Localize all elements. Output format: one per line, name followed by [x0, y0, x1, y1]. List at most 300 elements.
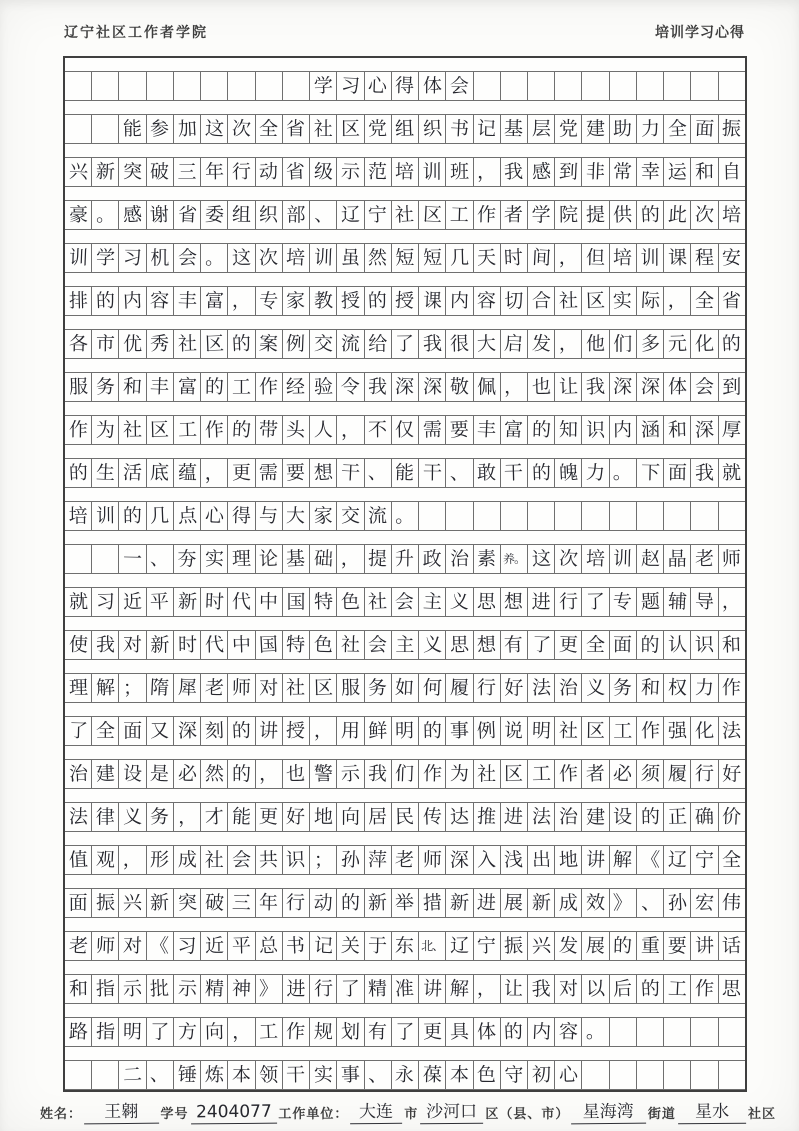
handwritten-character: 成	[558, 891, 578, 914]
handwritten-character: 习	[122, 246, 143, 269]
grid-cell	[419, 373, 446, 401]
grid-row	[65, 531, 745, 574]
grid-cell	[256, 1061, 283, 1089]
handwritten-character: 各	[68, 332, 88, 355]
handwritten-character: 近	[204, 934, 224, 957]
grid-cell	[555, 330, 582, 358]
grid-cell	[256, 244, 283, 272]
grid-cell	[119, 846, 146, 874]
grid-cell	[228, 932, 255, 960]
grid-cell	[310, 502, 337, 530]
handwritten-character: 永	[394, 1063, 415, 1086]
handwritten-character: 辽	[340, 203, 361, 226]
handwritten-character: 务	[612, 676, 633, 699]
grid-cell	[337, 201, 364, 229]
grid-cell	[201, 72, 228, 100]
grid-cell	[228, 373, 255, 401]
handwritten-character: 就	[722, 461, 742, 484]
handwritten-character: 也	[531, 375, 551, 398]
grid-cell	[555, 846, 582, 874]
grid-cell	[256, 502, 283, 530]
grid-cell	[446, 502, 473, 530]
handwritten-character: 的	[640, 805, 660, 828]
handwritten-character: 他	[585, 332, 606, 355]
handwritten-character: 容	[149, 289, 170, 312]
handwritten-character: 习	[177, 934, 197, 957]
handwritten-character: 晶	[667, 547, 687, 570]
handwritten-character: 全	[95, 719, 115, 742]
district-suffix-label: 区（县、市）	[485, 1106, 570, 1121]
handwritten-character: 给	[368, 332, 388, 355]
handwritten-character: 体	[476, 1020, 497, 1043]
grid-cell	[501, 803, 528, 831]
grid-cell	[528, 932, 555, 960]
grid-cell	[719, 244, 745, 272]
handwritten-character: 优	[123, 332, 143, 355]
grid-cell	[664, 330, 691, 358]
grid-cell	[582, 201, 609, 229]
handwritten-character: 全	[722, 848, 742, 871]
grid-cell	[501, 72, 528, 100]
grid-cell	[365, 717, 392, 745]
grid-cell	[528, 717, 555, 745]
grid-row	[65, 875, 745, 918]
grid-cell	[610, 373, 637, 401]
handwritten-character: 大	[476, 332, 497, 355]
grid-cell	[174, 631, 201, 659]
grid-cell	[119, 330, 146, 358]
grid-cell	[610, 502, 637, 530]
grid-cell	[691, 287, 718, 315]
grid-cell	[610, 416, 637, 444]
grid-cell	[501, 545, 528, 573]
handwritten-character: 到	[722, 375, 742, 398]
grid-cell	[283, 588, 310, 616]
grid-cell	[691, 1018, 718, 1046]
handwritten-character: 才	[204, 805, 225, 828]
grid-cell	[582, 1018, 609, 1046]
handwritten-character: 律	[95, 805, 115, 828]
handwritten-character: 面	[123, 719, 143, 742]
handwritten-character: 行	[476, 676, 497, 699]
grid-cell	[637, 502, 664, 530]
grid-cell	[174, 760, 201, 788]
grid-cell	[256, 545, 283, 573]
handwritten-character: 我	[367, 762, 388, 785]
handwritten-character: 内	[449, 289, 470, 312]
handwritten-character: 、	[313, 203, 333, 226]
grid-cell	[719, 717, 745, 745]
grid-cell	[610, 588, 637, 616]
handwritten-character: 和	[721, 633, 742, 656]
grid-cell	[501, 416, 528, 444]
grid-cell	[419, 803, 446, 831]
grid-cell	[528, 373, 555, 401]
community-value: 星水	[678, 1097, 746, 1125]
handwritten-character: 了	[150, 1020, 170, 1043]
handwritten-character: 能	[231, 805, 252, 828]
grid-cell	[256, 674, 283, 702]
handwritten-character: 老	[68, 934, 89, 957]
grid-cell	[283, 674, 310, 702]
grid-cell	[65, 932, 92, 960]
handwritten-character: 东	[395, 934, 415, 957]
grid-cell	[419, 416, 446, 444]
grid-cell	[174, 545, 201, 573]
handwritten-character: 范	[367, 160, 388, 183]
handwritten-character: 方	[177, 1020, 197, 1043]
handwritten-character: 党	[558, 117, 578, 140]
grid-cell	[92, 674, 119, 702]
street-value: 星海湾	[571, 1097, 646, 1125]
handwritten-character: 富	[177, 375, 197, 398]
grid-cell	[119, 631, 146, 659]
grid-cell	[610, 717, 637, 745]
grid-cell	[92, 502, 119, 530]
handwritten-character: 的	[503, 1020, 524, 1043]
handwritten-character: 魄	[558, 461, 579, 484]
handwritten-character: 培	[721, 203, 742, 226]
handwritten-character: 干	[422, 461, 442, 484]
handwritten-character: 地	[558, 848, 579, 871]
handwritten-character: 体	[422, 74, 442, 97]
handwritten-character: 令	[340, 375, 361, 398]
handwritten-character: 兴	[122, 891, 143, 914]
grid-cell	[719, 72, 745, 100]
grid-cell	[365, 158, 392, 186]
grid-cell	[501, 1061, 528, 1089]
grid-cell	[119, 588, 146, 616]
handwritten-character: 传	[422, 805, 443, 828]
grid-cell	[337, 588, 364, 616]
handwritten-character: 兴	[68, 160, 89, 183]
handwritten-character: 达	[449, 805, 470, 828]
grid-cell	[337, 975, 364, 1003]
grid-cell	[664, 588, 691, 616]
grid-cell	[365, 760, 392, 788]
handwritten-character: 》	[613, 891, 633, 914]
grid-cell	[92, 201, 119, 229]
grid-cell	[582, 932, 609, 960]
grid-cell	[337, 631, 364, 659]
grid-cell	[582, 588, 609, 616]
grid-cell	[310, 330, 337, 358]
handwritten-character: 工	[232, 375, 252, 398]
handwritten-character: 为	[95, 418, 115, 441]
handwritten-character: 面	[613, 633, 633, 656]
grid-cell	[582, 416, 609, 444]
grid-cell	[283, 932, 310, 960]
handwritten-character: 、	[640, 891, 660, 914]
grid-cell	[119, 459, 146, 487]
grid-cell	[147, 201, 174, 229]
grid-cell	[392, 115, 419, 143]
handwritten-character: 萍	[367, 848, 388, 871]
grid-cell	[528, 502, 555, 530]
grid-cell	[310, 932, 337, 960]
handwritten-character: ，	[558, 332, 579, 355]
grid-cell	[147, 674, 174, 702]
handwritten-character: 必	[612, 762, 633, 785]
grid-cell	[719, 760, 745, 788]
grid-cell	[119, 545, 146, 573]
handwritten-character: 全	[258, 117, 279, 140]
handwritten-character: 作	[558, 762, 579, 785]
composition-grid-paper	[63, 56, 747, 1092]
grid-cell	[610, 115, 637, 143]
handwritten-character: 。	[204, 246, 225, 269]
grid-cell	[610, 72, 637, 100]
grid-cell	[174, 1018, 201, 1046]
work-unit-label: 工作单位：	[278, 1106, 349, 1121]
handwritten-character: 区	[422, 203, 443, 226]
grid-cell	[147, 330, 174, 358]
handwritten-character: 深	[640, 375, 660, 398]
grid-cell	[610, 287, 637, 315]
handwritten-character: 动	[313, 891, 333, 914]
handwritten-character: 三	[231, 891, 252, 914]
handwritten-character: 向	[340, 805, 360, 828]
grid-cell	[528, 72, 555, 100]
grid-cell	[610, 545, 637, 573]
handwritten-character: 的	[231, 719, 252, 742]
grid-cell	[419, 674, 446, 702]
grid-cell	[555, 459, 582, 487]
handwritten-character: 进	[531, 590, 551, 613]
handwritten-character: 全	[694, 289, 715, 312]
grid-cell	[446, 803, 473, 831]
handwritten-character: 者	[504, 203, 524, 226]
handwritten-character: 社	[177, 332, 197, 355]
handwritten-character: 级	[313, 160, 334, 183]
grid-cell	[310, 588, 337, 616]
grid-cell	[719, 287, 745, 315]
grid-cell	[119, 115, 146, 143]
grid-row	[65, 316, 745, 359]
grid-cell	[392, 502, 419, 530]
grid-cell	[474, 588, 501, 616]
grid-cell	[147, 846, 174, 874]
grid-cell	[256, 115, 283, 143]
grid-cell	[92, 588, 119, 616]
grid-cell	[501, 1018, 528, 1046]
handwritten-character: 市	[95, 332, 115, 355]
grid-row	[65, 746, 745, 789]
handwritten-character: 部	[286, 203, 306, 226]
handwritten-character: 事	[449, 719, 470, 742]
grid-cell	[419, 588, 446, 616]
grid-cell	[664, 244, 691, 272]
grid-cell	[201, 330, 228, 358]
grid-cell	[147, 72, 174, 100]
handwritten-character: 了	[68, 719, 88, 742]
handwritten-character: 下	[640, 461, 660, 484]
handwritten-character: 为	[449, 762, 470, 785]
grid-cell	[555, 72, 582, 100]
handwritten-character: 区	[150, 418, 170, 441]
handwritten-character: 培	[68, 504, 88, 527]
grid-cell	[419, 846, 446, 874]
grid-cell	[691, 72, 718, 100]
grid-cell	[582, 373, 609, 401]
handwritten-character: 我	[503, 160, 524, 183]
grid-cell	[92, 975, 119, 1003]
handwritten-character: 师	[95, 934, 116, 957]
grid-cell	[474, 631, 501, 659]
grid-cell	[65, 760, 92, 788]
handwritten-character: 社	[477, 762, 497, 785]
handwritten-character: 后	[612, 977, 633, 1000]
handwritten-character: 行	[313, 977, 333, 1000]
handwritten-character: 教	[313, 289, 333, 312]
grid-cell	[65, 674, 92, 702]
handwritten-character: 年	[258, 891, 279, 914]
grid-cell	[719, 545, 745, 573]
handwritten-character: 的	[204, 375, 224, 398]
grid-cell	[119, 72, 146, 100]
grid-cell	[201, 932, 228, 960]
grid-cell	[310, 459, 337, 487]
handwritten-character: 识	[586, 418, 606, 441]
header-doc-type: 培训学习心得	[655, 26, 745, 41]
grid-row	[65, 144, 745, 187]
handwritten-character: 的	[639, 203, 661, 226]
handwritten-character: 组	[231, 203, 252, 226]
grid-cell	[691, 158, 718, 186]
grid-cell	[174, 416, 201, 444]
grid-cell	[637, 416, 664, 444]
handwritten-character: 会	[368, 633, 388, 656]
handwritten-character: 然	[204, 762, 224, 785]
grid-cell	[65, 975, 92, 1003]
grid-cell	[555, 416, 582, 444]
grid-cell	[365, 588, 392, 616]
grid-cell	[283, 244, 310, 272]
handwritten-character: 讲	[585, 848, 606, 871]
grid-cell	[310, 1018, 337, 1046]
grid-cell	[719, 373, 745, 401]
handwritten-character: 化	[694, 332, 715, 355]
handwritten-character: 向	[204, 1020, 225, 1043]
grid-cell	[201, 975, 228, 1003]
handwritten-character: 对	[259, 676, 279, 699]
grid-cell	[365, 975, 392, 1003]
handwritten-character: 实	[612, 289, 633, 312]
grid-cell	[283, 373, 310, 401]
grid-cell	[310, 115, 337, 143]
handwritten-character: 导	[694, 590, 715, 613]
grid-cell	[201, 545, 228, 573]
handwritten-character: 时	[204, 590, 225, 613]
grid-cell	[174, 459, 201, 487]
handwritten-character: 权	[667, 676, 688, 699]
handwritten-character: 初	[531, 1063, 551, 1086]
handwritten-character: 深	[449, 848, 469, 871]
grid-cell	[310, 889, 337, 917]
grid-cell	[664, 502, 691, 530]
grid-cell	[528, 760, 555, 788]
grid-cell	[610, 674, 637, 702]
grid-cell	[283, 631, 310, 659]
grid-cell	[365, 803, 392, 831]
grid-cell	[419, 975, 446, 1003]
handwritten-character: 班	[449, 160, 470, 183]
grid-cell	[719, 459, 745, 487]
handwritten-character: ，	[476, 160, 497, 183]
handwritten-character: 的	[639, 977, 661, 1000]
handwritten-character: 课	[667, 246, 687, 269]
handwritten-character: 解	[95, 676, 116, 699]
handwritten-character: 伟	[721, 891, 742, 914]
grid-cell	[691, 760, 718, 788]
grid-cell	[501, 287, 528, 315]
grid-cell	[256, 459, 283, 487]
grid-cell	[637, 889, 664, 917]
grid-cell	[201, 674, 228, 702]
handwritten-character: 服	[68, 375, 89, 398]
handwritten-character: 赵	[640, 547, 660, 570]
handwritten-character: 价	[721, 805, 742, 828]
handwritten-character: 化	[694, 719, 715, 742]
grid-cell	[474, 1061, 501, 1089]
handwritten-character: 本	[231, 1063, 252, 1086]
handwritten-character: 培	[285, 246, 307, 269]
grid-cell	[147, 373, 174, 401]
handwritten-character: 面	[68, 891, 88, 914]
grid-cell	[337, 889, 364, 917]
grid-cell	[92, 373, 119, 401]
grid-cell	[174, 717, 201, 745]
grid-cell	[474, 459, 501, 487]
handwritten-character: 会	[394, 590, 415, 613]
grid-cell	[337, 287, 364, 315]
grid-cell	[474, 1018, 501, 1046]
grid-cell	[582, 158, 609, 186]
handwritten-character: 准	[394, 977, 415, 1000]
grid-cell	[610, 330, 637, 358]
grid-cell	[228, 674, 255, 702]
handwritten-character: 想	[504, 590, 524, 613]
handwritten-character: 精	[204, 977, 225, 1000]
grid-cell	[147, 459, 174, 487]
grid-cell	[228, 330, 255, 358]
handwritten-character: 动	[258, 160, 279, 183]
handwritten-character: 区	[585, 289, 606, 312]
handwritten-character: 服	[340, 676, 361, 699]
handwritten-character: 进	[503, 805, 524, 828]
handwritten-character: 蕴	[177, 461, 197, 484]
grid-cell	[419, 760, 446, 788]
handwritten-character: 思	[449, 633, 470, 656]
handwritten-character: 划	[340, 1020, 361, 1043]
grid-cell	[337, 373, 364, 401]
grid-cell	[283, 416, 310, 444]
handwritten-character: 省	[177, 203, 198, 226]
grid-cell	[528, 846, 555, 874]
grid-cell	[147, 287, 174, 315]
handwritten-character: 家	[313, 504, 333, 527]
grid-cell	[582, 72, 609, 100]
grid-cell	[719, 932, 745, 960]
handwritten-character: 好	[504, 676, 524, 699]
grid-cell	[92, 416, 119, 444]
handwritten-character: 容	[558, 1020, 579, 1043]
handwritten-character: 省	[286, 117, 306, 140]
grid-cell	[147, 631, 174, 659]
handwritten-character: 富	[204, 289, 225, 312]
grid-row	[65, 445, 745, 488]
handwritten-character: 工	[258, 1020, 279, 1043]
